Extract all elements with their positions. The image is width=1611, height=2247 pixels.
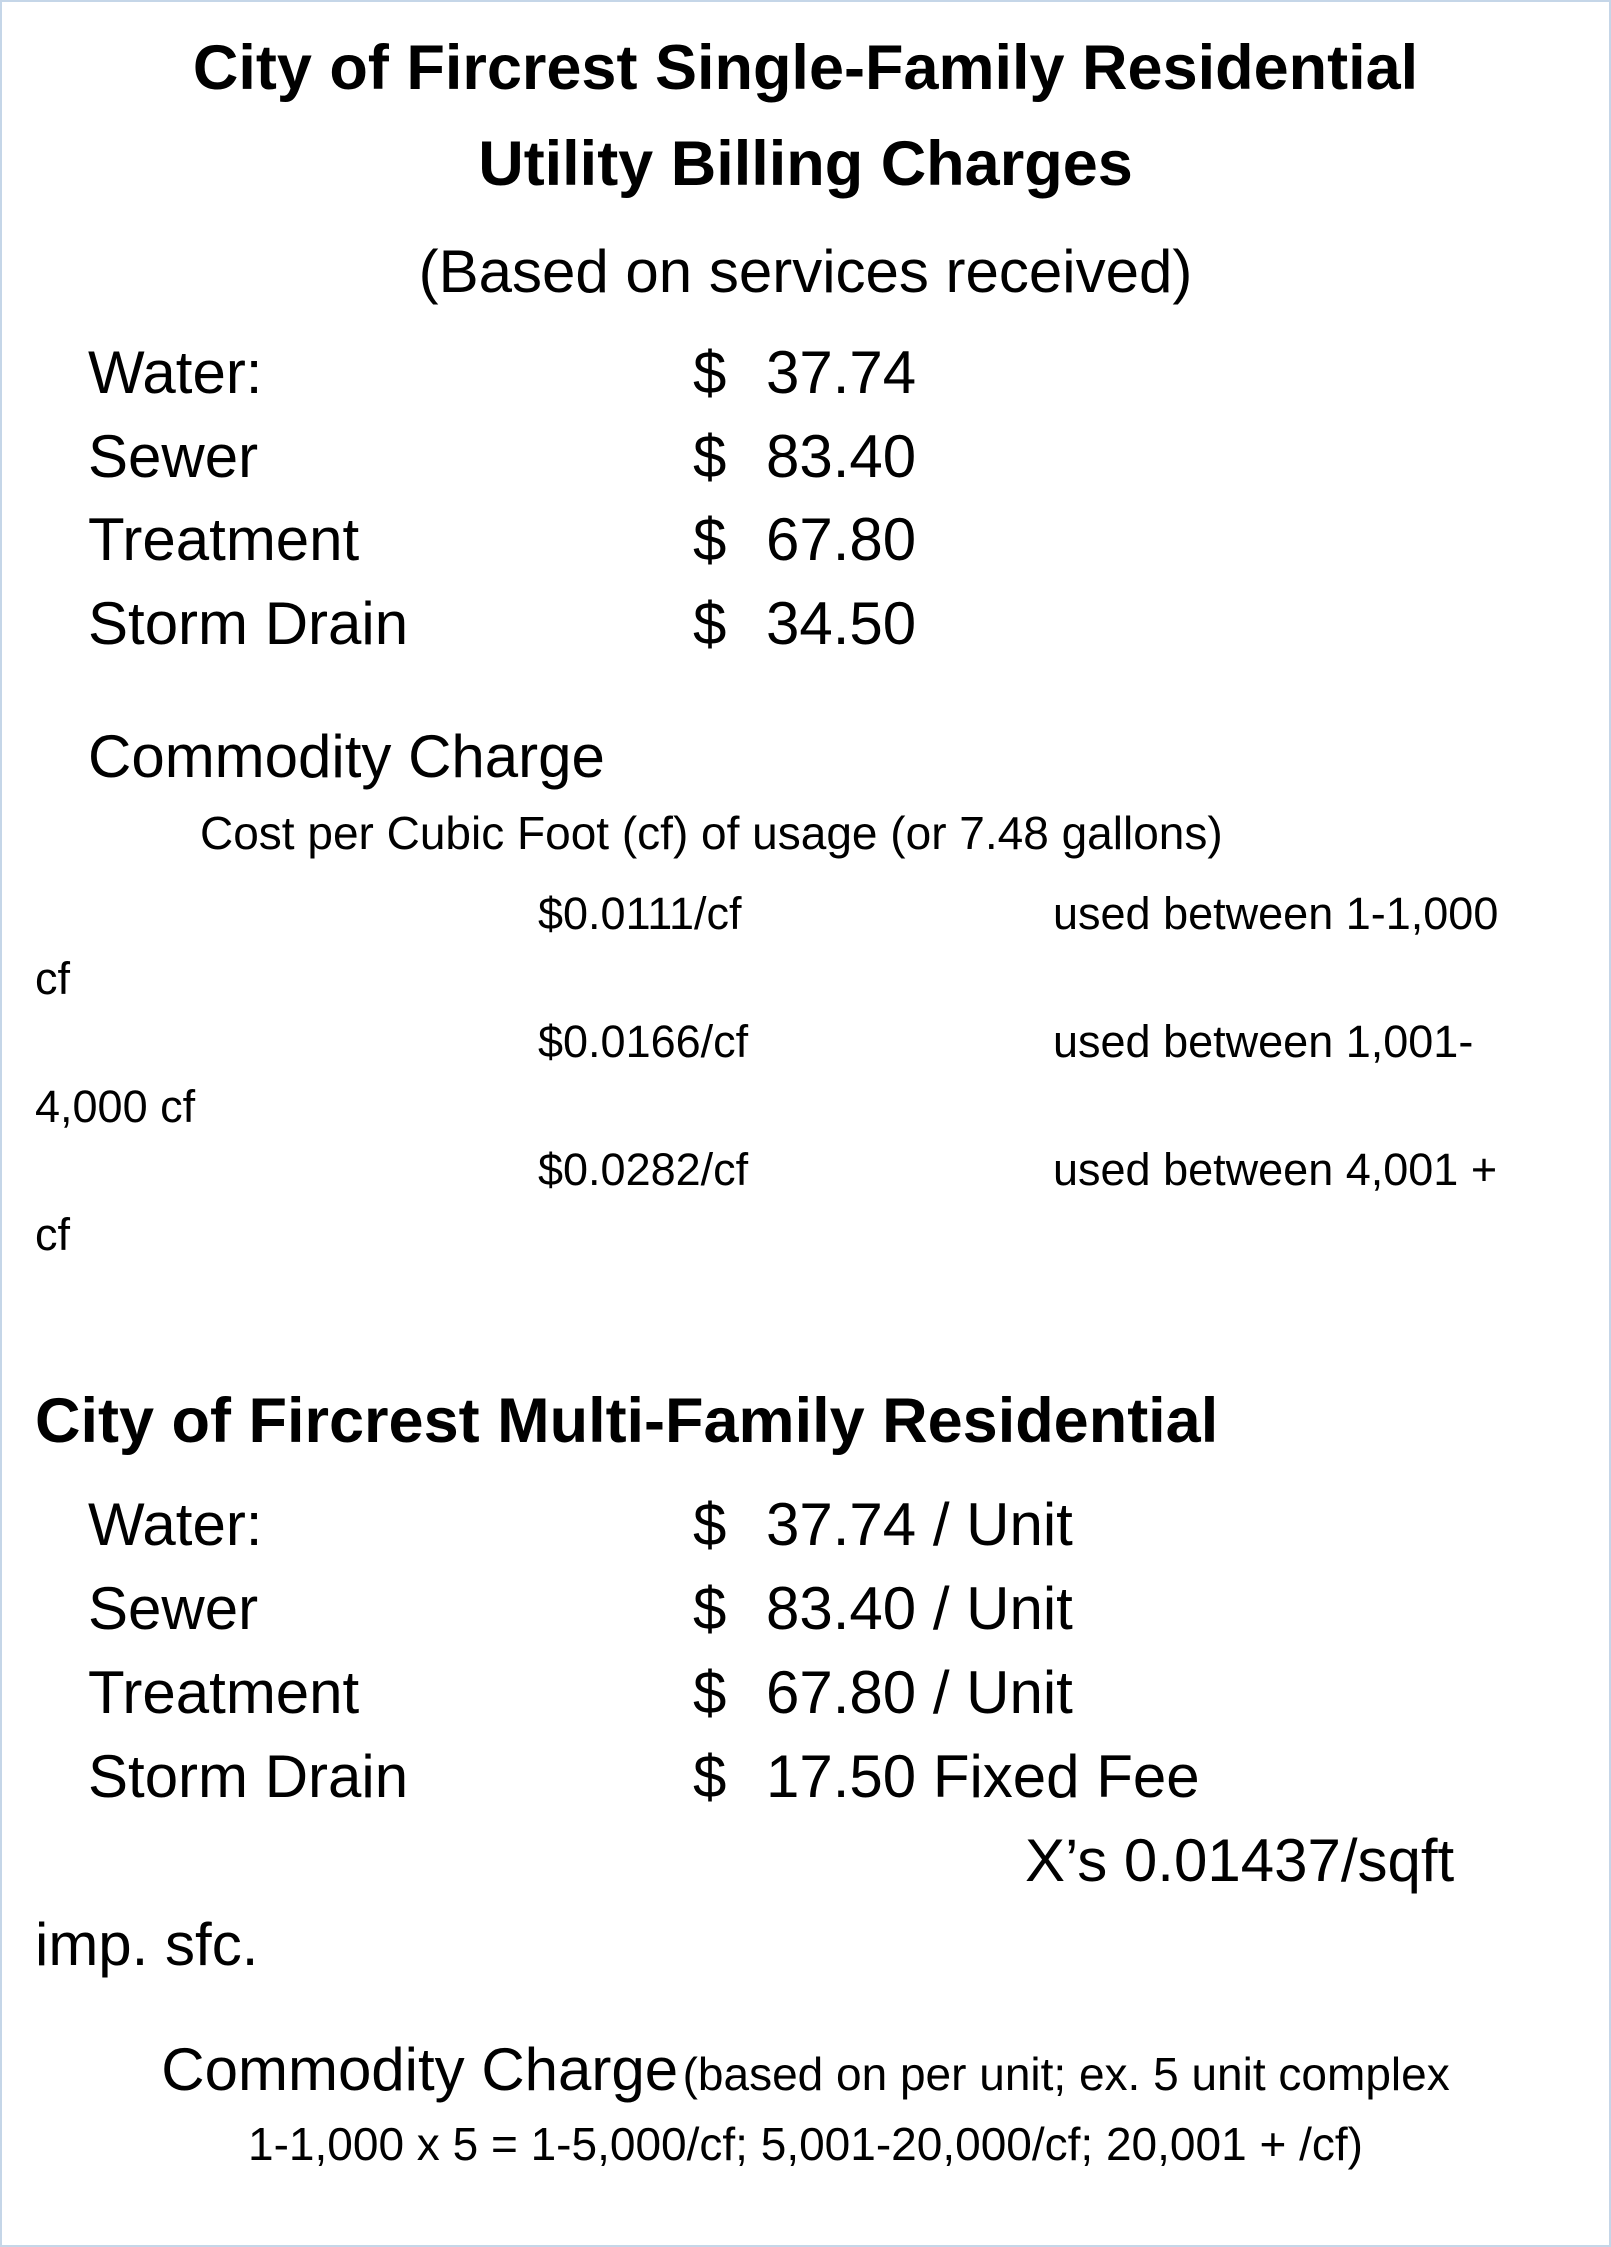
tier-2-wrap: 4,000 cf (35, 1081, 196, 1132)
tier-1-rate: $0.0111/cf (538, 888, 742, 939)
tier-1-wrap: cf (35, 953, 71, 1004)
single-sewer-amount: 83.40 (766, 423, 917, 490)
single-commodity-description: Cost per Cubic Foot (cf) of usage (or 7.48 gallons) (200, 807, 1223, 859)
multi-commodity-heading: Commodity Charge (161, 2036, 679, 2103)
single-title-line2: Utility Billing Charges (478, 129, 1133, 199)
single-storm-label: Storm Drain (88, 590, 409, 657)
single-title-line1: City of Fircrest Single-Family Residential (192, 33, 1419, 103)
multi-treatment-label: Treatment (88, 1659, 360, 1726)
multi-storm-label: Storm Drain (88, 1743, 409, 1810)
multi-storm-amount: 17.50 Fixed Fee (766, 1743, 1200, 1810)
single-sewer-currency: $ (693, 423, 727, 490)
multi-storm-extra-wrap: imp. sfc. (35, 1911, 259, 1978)
single-water-label: Water: (88, 339, 263, 406)
single-water-amount: 37.74 (766, 339, 917, 406)
tier-2-range: used between 1,001- (1053, 1016, 1474, 1067)
multi-sewer-label: Sewer (88, 1575, 259, 1642)
tier-3-wrap: cf (35, 1209, 71, 1260)
single-treatment-label: Treatment (88, 506, 360, 573)
tier-3-range: used between 4,001 + (1053, 1144, 1498, 1195)
multi-sewer-amount: 83.40 / Unit (766, 1575, 1073, 1642)
multi-treatment-currency: $ (693, 1659, 727, 1726)
multi-water-currency: $ (693, 1491, 727, 1558)
single-treatment-amount: 67.80 (766, 506, 917, 573)
single-sewer-label: Sewer (88, 423, 259, 490)
multi-treatment-amount: 67.80 / Unit (766, 1659, 1073, 1726)
multi-storm-currency: $ (693, 1743, 727, 1810)
tier-2-rate: $0.0166/cf (538, 1016, 749, 1067)
single-treatment-currency: $ (693, 506, 727, 573)
tier-1-range: used between 1-1,000 (1053, 888, 1499, 939)
multi-commodity-line (0, 2035, 1611, 2104)
single-water-currency: $ (693, 339, 727, 406)
single-subtitle: (Based on services received) (418, 238, 1193, 305)
single-storm-amount: 34.50 (766, 590, 917, 657)
tier-3-rate: $0.0282/cf (538, 1144, 749, 1195)
multi-commodity-example: 1-1,000 x 5 = 1-5,000/cf; 5,001-20,000/cf; 20,001 + /cf) (248, 2118, 1363, 2170)
multi-commodity-note: (based on per unit; ex. 5 unit complex (682, 2048, 1450, 2100)
multi-water-amount: 37.74 / Unit (766, 1491, 1073, 1558)
single-commodity-heading: Commodity Charge (88, 723, 605, 790)
single-storm-currency: $ (693, 590, 727, 657)
multi-water-label: Water: (88, 1491, 263, 1558)
multi-sewer-currency: $ (693, 1575, 727, 1642)
multi-storm-extra: X’s 0.01437/sqft (1025, 1827, 1455, 1894)
multi-title: City of Fircrest Multi-Family Residential (35, 1386, 1219, 1456)
